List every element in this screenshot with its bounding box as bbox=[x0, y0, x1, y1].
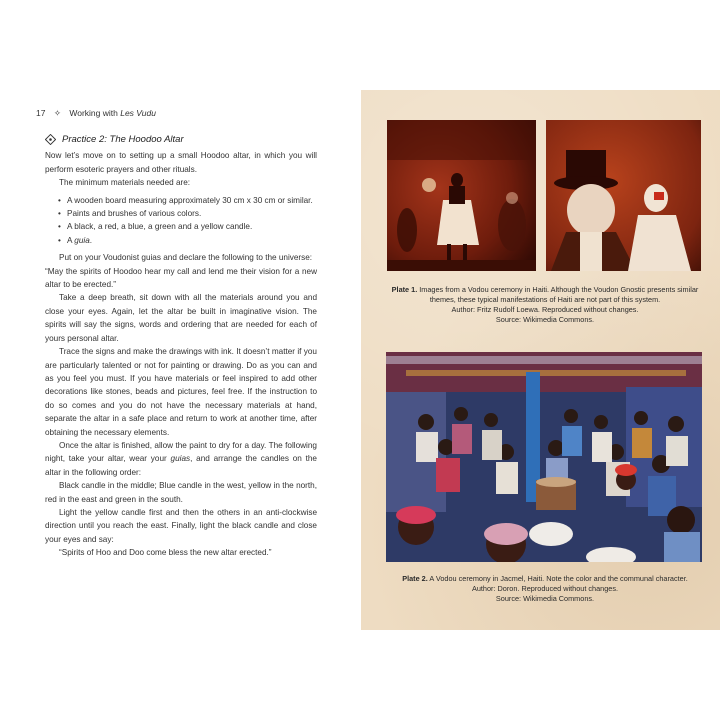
paragraph-finished-a: Once the altar is finished, allow the paint to dry for a day. The following night, take your altar, wear your bbox=[45, 440, 317, 464]
list-item bbox=[67, 234, 317, 247]
paragraph-trace: Trace the signs and make the drawings with ink. It doesn’t matter if you are particularly talented or not for painting or drawing. Do as you can and as you feel you must. If you have materials or feel inspired to add other decorations like stones, beads and pictures, feel free. If the instruction to do so comes and you do not have the necessary materials at hand, separate the altar in a safe place and return to work at another time, after obtaining the necessary elements. bbox=[45, 347, 317, 437]
plate1-photo-left bbox=[387, 120, 536, 271]
running-title-italic: Les Vudu bbox=[120, 108, 156, 118]
practice-heading bbox=[45, 133, 317, 146]
plate2-author: Author: Doron. Reproduced without changes. bbox=[471, 584, 619, 593]
diamond-ornament-icon bbox=[45, 134, 56, 145]
list-item: • Paints and brushes of various colors. bbox=[67, 207, 317, 220]
plate1-source: Source: Wikimedia Commons. bbox=[495, 315, 595, 324]
paragraph-materials-intro: The minimum materials needed are: bbox=[59, 178, 191, 188]
paragraph-invocation: “May the spirits of Hoodoo hear my call and lend me their vision for a new altar to be erected.” bbox=[45, 266, 317, 290]
plate2-caption-line bbox=[380, 574, 710, 584]
paragraph-finished bbox=[45, 439, 317, 479]
diamond-separator-icon: ✧ bbox=[53, 108, 61, 118]
paragraph-finished-c: , and arrange the candles on the altar in the following order: bbox=[45, 454, 317, 477]
list-item: • A wooden board measuring approximately 30 cm x 30 cm or similar. bbox=[67, 194, 317, 207]
plate2-caption bbox=[380, 574, 710, 604]
list-item-suffix: . bbox=[89, 235, 93, 245]
page-number: 17 bbox=[36, 108, 46, 118]
plate1-caption bbox=[380, 285, 710, 325]
paragraph-guias: Put on your Voudonist guias and declare the following to the universe: bbox=[59, 253, 313, 263]
plate1-photo-right bbox=[546, 120, 701, 271]
list-item-prefix: A bbox=[67, 235, 73, 245]
paragraph-blessing: “Spirits of Hoo and Doo come bless the new altar erected.” bbox=[59, 548, 272, 558]
plate1-label: Plate 1. bbox=[391, 285, 418, 294]
list-item: • A black, a red, a blue, a green and a yellow candle. bbox=[67, 220, 317, 233]
plate2-photo bbox=[386, 352, 702, 562]
plate1-caption-line bbox=[380, 285, 710, 305]
running-title: Working with bbox=[69, 108, 118, 118]
paragraph-finished-italic: guias bbox=[170, 454, 191, 464]
plate2-label: Plate 2. bbox=[402, 574, 428, 583]
list-item-italic: guia bbox=[74, 235, 90, 245]
running-head bbox=[36, 108, 156, 119]
paragraph-intro: Now let’s move on to setting up a small Hoodoo altar, in which you will perform esoteric prayers and other rituals. bbox=[45, 151, 317, 174]
paragraph-candle-order: Black candle in the middle; Blue candle in the west, yellow in the north, red in the east and green in the south. bbox=[45, 481, 317, 504]
plate1-caption-text: Images from a Vodou ceremony in Haiti. Although the Voudon Gnostic presents similar themes, these typical manifestations of Haiti are not part of this system. bbox=[419, 285, 699, 304]
body-text bbox=[45, 133, 317, 560]
plate1-author: Author: Fritz Rudolf Loewa. Reproduced without changes. bbox=[451, 305, 639, 314]
paragraph-light: Light the yellow candle first and then the others in an anti-clockwise direction until you reach the east. Finally, light the black candle and close your eyes and say: bbox=[45, 507, 317, 544]
materials-list bbox=[45, 194, 317, 248]
practice-title: Practice 2: The Hoodoo Altar bbox=[62, 134, 184, 145]
plate2-source: Source: Wikimedia Commons. bbox=[495, 594, 595, 603]
plate2-caption-text: A Vodou ceremony in Jacmel, Haiti. Note the color and the communal character. bbox=[429, 574, 688, 583]
paragraph-breath: Take a deep breath, sit down with all the materials around you and close your eyes. Again, let the altar be built in imaginative vision. The spirits will say the signs, words and ordering that are needed for each of yours personal altar. bbox=[45, 293, 317, 343]
